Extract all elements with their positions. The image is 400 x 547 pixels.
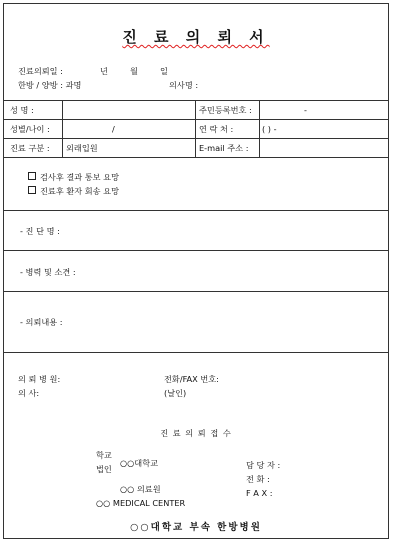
table-bottom-border [4,157,388,158]
referral-date-label: 진료의뢰일 : [18,66,63,76]
year-label: 년 [100,66,108,76]
name-field[interactable] [66,103,192,116]
name-label: 성 명 : [10,105,34,115]
table-col-divider [259,100,260,157]
patient-return-checkbox[interactable] [28,186,119,197]
gender-age-label: 성별/나이 : [10,124,50,134]
page-title: 진 료 의 뢰 서 [122,28,270,46]
reception-phone-label: 전 화 : [246,474,270,484]
diagnosis-label: - 진 단 명 : [20,226,60,236]
manager-label: 담 당 자 : [246,460,281,470]
checkbox-label: 검사후 결과 통보 요망 [40,172,119,182]
corp-label-school: 학교 [96,450,112,460]
visit-type-value[interactable]: 외래입원 [66,143,98,153]
rrn-label: 주민등록번호 : [199,105,252,115]
section-divider [4,250,388,251]
day-label: 일 [160,66,168,76]
reception-fax-label: F A X : [246,488,273,498]
section-divider [4,291,388,292]
table-col-divider [195,100,196,157]
rrn-field[interactable]: - [304,105,307,115]
phone-fax-label: 전화/FAX 번호: [164,374,219,384]
contact-label: 연 락 처 : [199,124,234,134]
doctor-name-label: 의사명 : [169,80,199,90]
checkbox-label: 진료후 환자 회송 요망 [40,186,119,196]
request-content-label: - 의뢰내용 : [20,317,63,327]
result-notify-checkbox[interactable] [28,172,119,183]
referring-hospital-label: 의 뢰 병 원: [18,374,61,384]
medical-center-english: ○○ MEDICAL CENTER [96,498,186,508]
reception-title: 진 료 의 뢰 접 수 [160,428,232,438]
corp-label-foundation: 법인 [96,464,112,474]
referral-form [3,3,389,539]
medical-center-korean: ○○ 의료원 [120,484,161,494]
gender-age-field[interactable]: / [112,124,115,134]
seal-label: (날인) [164,388,187,398]
visit-type-label: 진료 구분 : [10,143,50,153]
university-name: ○○대학교 [120,458,159,468]
hospital-footer: ○○대학교 부속 한방병원 [130,522,262,533]
month-label: 월 [130,66,138,76]
section-divider [4,352,388,353]
section-divider [4,210,388,211]
checkbox-icon [28,172,36,180]
email-label: E-mail 주소 : [199,143,249,153]
email-field[interactable] [262,141,384,154]
department-label: 한방 / 양방 : 과명 [18,80,82,90]
table-col-divider [62,100,63,157]
history-findings-label: - 병력 및 소견 : [20,267,76,277]
checkbox-icon [28,186,36,194]
contact-field[interactable]: ( ) - [262,124,277,134]
referring-doctor-label: 의 사: [18,388,40,398]
